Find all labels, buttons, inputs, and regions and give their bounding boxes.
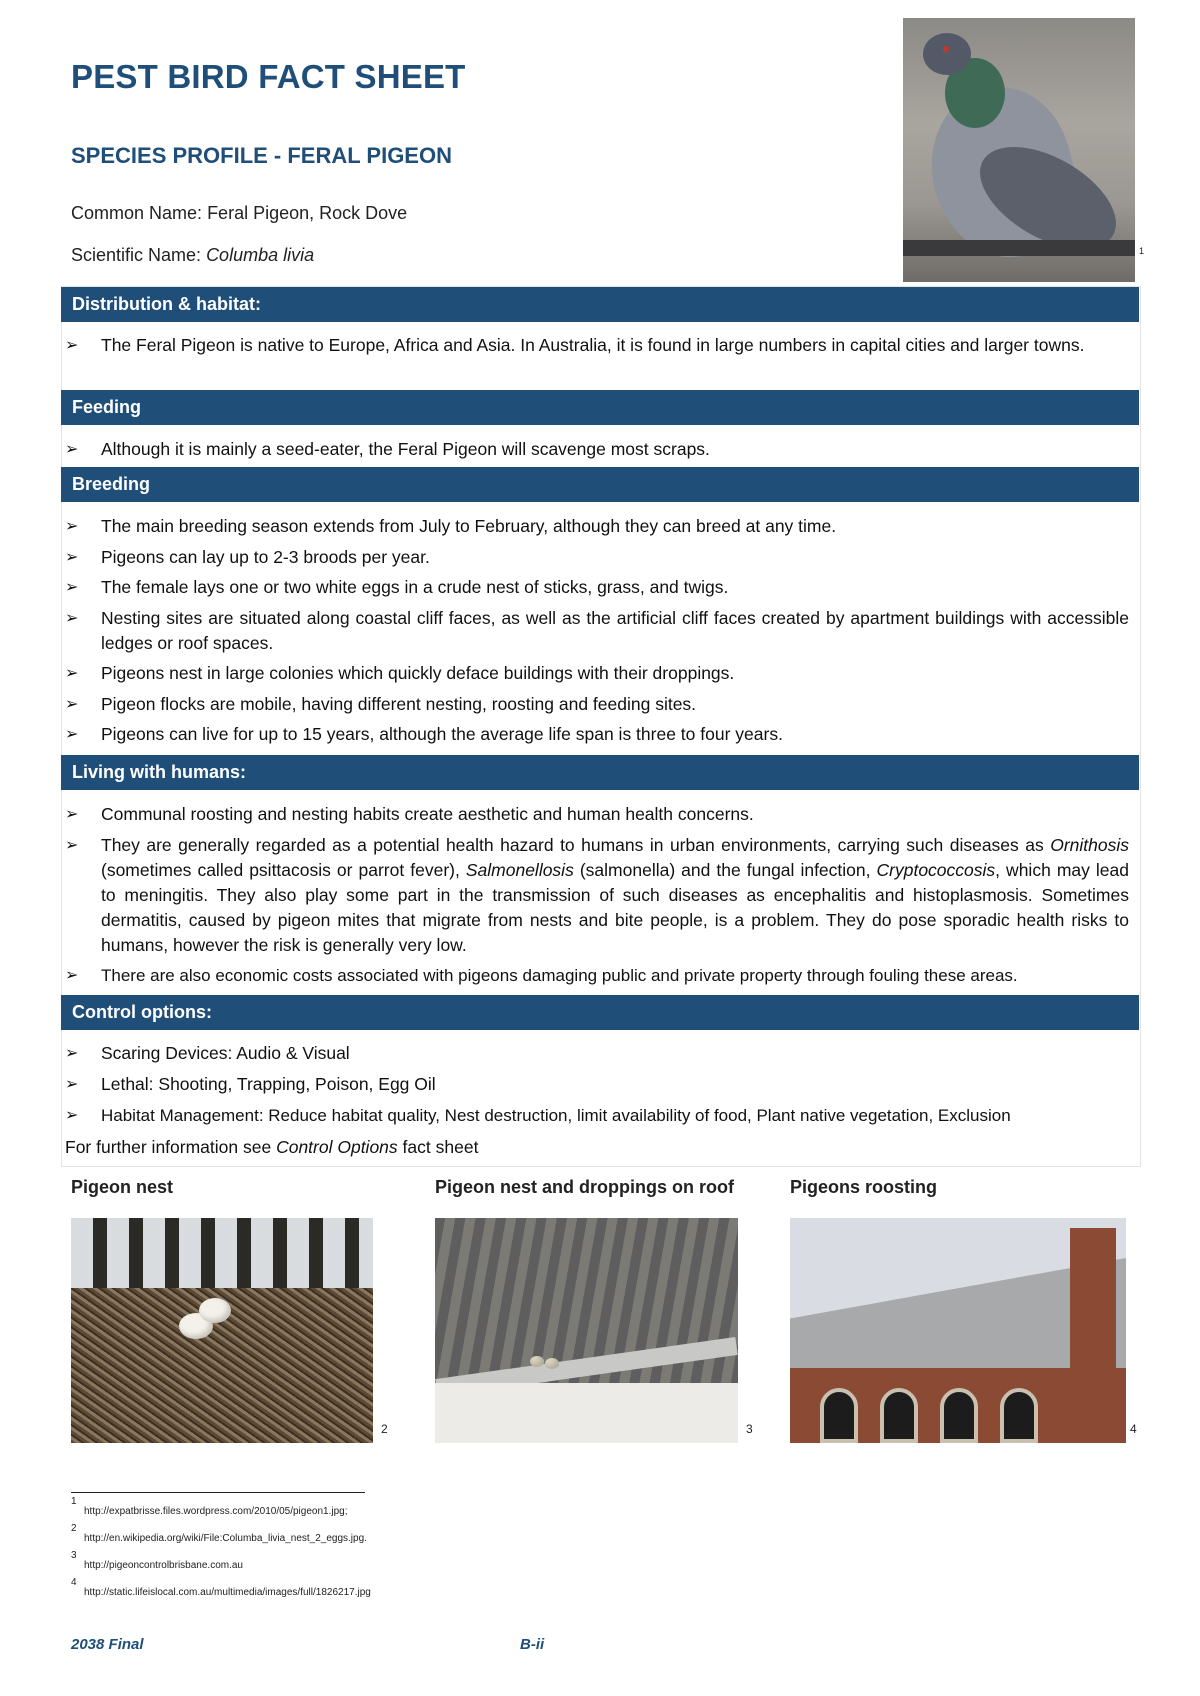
section-header-living-with-humans: Living with humans:	[61, 755, 1139, 790]
photo-footnote-marker: 4	[1130, 1422, 1137, 1436]
bullet-arrow-icon: ➢	[65, 806, 79, 823]
pigeon-nest-photo	[71, 1218, 373, 1443]
bullet-arrow-icon: ➢	[65, 665, 79, 682]
section-header-control-options: Control options:	[61, 995, 1139, 1030]
bullet-item: ➢ Pigeon flocks are mobile, having different nesting, roosting and feeding sites.	[61, 692, 1129, 717]
section-header-feeding: Feeding	[61, 390, 1139, 425]
footnote: $^2$ http://en.wikipedia.org/wiki/File:Columba_livia_nest_2_eggs.jpg.	[71, 1523, 367, 1544]
scientific-name-row	[71, 245, 314, 266]
photo-footnote-marker: 3	[746, 1422, 753, 1436]
footnote: $^1$ http://expatbrisse.files.wordpress.com/2010/05/pigeon1.jpg;	[71, 1496, 348, 1517]
common-name-value: Feral Pigeon, Rock Dove	[207, 203, 408, 223]
bullet-arrow-icon: ➢	[65, 1076, 79, 1093]
bullet-item: ➢ Lethal: Shooting, Trapping, Poison, Egg Oil	[61, 1072, 1129, 1097]
bullet-arrow-icon: ➢	[65, 441, 79, 458]
bullet-arrow-icon: ➢	[65, 1107, 79, 1124]
footnote: $^4$ http://static.lifeislocal.com.au/multimedia/images/full/1826217.jpg	[71, 1577, 371, 1598]
scientific-name-value: Columba livia	[206, 245, 315, 265]
bullet-item: ➢ Nesting sites are situated along coastal cliff faces, as well as the artificial cliff faces created by apartment buildings with accessible ledges or roof spaces.	[65, 608, 1129, 653]
bullet-item: ➢ Scaring Devices: Audio & Visual	[61, 1041, 1129, 1066]
further-information-line: For further information see Control Options fact sheet	[65, 1137, 479, 1157]
bullet-item: ➢ Pigeons can lay up to 2-3 broods per year.	[61, 545, 1129, 570]
photo-footnote-marker: 2	[381, 1422, 388, 1436]
bullet-item: ➢ They are generally regarded as a potential health hazard to humans in urban environments, carrying such diseases as Ornithosis (sometimes called psittacosis or parrot fever), Salmonellosis (salmonella) and the fungal infection, Cryptococcosis, which may lead to meningitis. They also play some part in the transmission of such diseases as encephalitis and histoplasmosis. Sometimes dermatitis, caused by pigeon mites that migrate from nests and bite people, is a problem. They do pose sporadic health risks to humans, however the risk is generally very low.	[65, 835, 1129, 955]
bullet-item: ➢ The Feral Pigeon is native to Europe, Africa and Asia. In Australia, it is found in large numbers in capital cities and larger towns.	[61, 333, 1129, 383]
page-title: PEST BIRD FACT SHEET	[71, 58, 466, 95]
bullet-arrow-icon: ➢	[65, 837, 79, 854]
common-name-row	[71, 203, 407, 224]
bullet-item: ➢ Habitat Management: Reduce habitat quality, Nest destruction, limit availability of food, Plant native vegetation, Exclusion	[61, 1103, 1129, 1128]
bullet-item: ➢ Pigeons can live for up to 15 years, although the average life span is three to four years.	[61, 722, 1129, 747]
bullet-item: ➢ Pigeons nest in large colonies which quickly deface buildings with their droppings.	[61, 661, 1129, 686]
bullet-arrow-icon: ➢	[65, 518, 79, 535]
bullet-arrow-icon: ➢	[65, 579, 79, 596]
photo-caption-roosting: Pigeons roosting	[790, 1177, 938, 1197]
bullet-arrow-icon: ➢	[65, 726, 79, 743]
pigeon-nest-roof-photo	[435, 1218, 738, 1443]
section-header-distribution: Distribution & habitat:	[61, 287, 1139, 322]
bullet-item: ➢ The main breeding season extends from July to February, although they can breed at any time.	[61, 514, 1129, 539]
control-options-link[interactable]: Control Options	[276, 1137, 398, 1157]
bullet-arrow-icon: ➢	[65, 549, 79, 566]
bullet-item: ➢ Communal roosting and nesting habits create aesthetic and human health concerns.	[61, 802, 1129, 827]
species-profile-heading: SPECIES PROFILE - FERAL PIGEON	[71, 143, 452, 168]
bullet-item: ➢ Although it is mainly a seed-eater, the Feral Pigeon will scavenge most scraps.	[61, 437, 1129, 462]
bullet-arrow-icon: ➢	[65, 696, 79, 713]
scientific-name-label: Scientific Name:	[71, 245, 202, 265]
footnote-divider	[71, 1492, 365, 1493]
feral-pigeon-photo	[903, 18, 1135, 282]
footnote: $^3$ http://pigeoncontrolbrisbane.com.au	[71, 1550, 243, 1571]
photo-footnote-marker: 1	[1139, 246, 1145, 256]
bullet-arrow-icon: ➢	[65, 337, 79, 354]
bullet-item: ➢ The female lays one or two white eggs in a crude nest of sticks, grass, and twigs.	[61, 575, 1129, 600]
bullet-arrow-icon: ➢	[65, 610, 79, 627]
bullet-arrow-icon: ➢	[65, 1045, 79, 1062]
bullet-arrow-icon: ➢	[65, 967, 79, 984]
section-header-breeding: Breeding	[61, 467, 1139, 502]
common-name-label: Common Name:	[71, 203, 203, 223]
pigeons-roosting-photo	[790, 1218, 1126, 1443]
bullet-item: ➢ There are also economic costs associated with pigeons damaging public and private property through fouling these areas.	[61, 963, 1129, 988]
footer-document-id: 2038 Final	[71, 1636, 144, 1653]
photo-caption-nest: Pigeon nest	[71, 1177, 174, 1197]
footer-page-number: B-ii	[520, 1636, 545, 1653]
photo-caption-roof: Pigeon nest and droppings on roof	[435, 1177, 734, 1197]
